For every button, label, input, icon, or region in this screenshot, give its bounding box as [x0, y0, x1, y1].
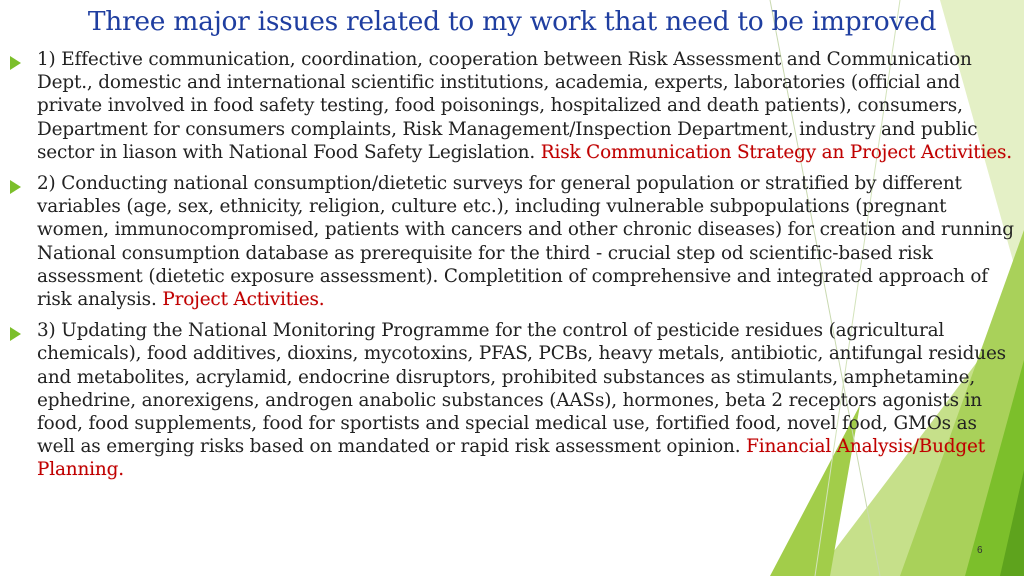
bullet-item-3: [10, 319, 1015, 481]
triangle-arrow-icon: [10, 56, 21, 70]
slide-title: Three major issues related to my work that need to be improved: [87, 6, 937, 37]
triangle-arrow-icon: [10, 180, 21, 194]
bullet-text-2: [37, 172, 1015, 311]
bullet-text-1: [37, 48, 1015, 164]
bullet-body: 3) Updating the National Monitoring Programme for the control of pesticide residues (agricultural chemicals), food additives, dioxins, mycotoxins, PFAS, PCBs, heavy metals, antibiotic, antifungal residues and metabolites, acrylamid, endocrine disruptors, prohibited substances as stimulants, amphetamine, ephedrine, anorexigens, androgen anabolic substances (AASs), hormones, beta 2 receptors agonists in food, food supplements, food for sportists and special medical use, fortified food, novel food, GMOs as well as emerging risks based on mandated or rapid risk assessment opinion.: [37, 320, 1006, 458]
bullet-text-3: [37, 319, 1015, 481]
bullet-item-2: [10, 172, 1015, 311]
page-number: 6: [977, 545, 983, 556]
bullet-item-1: [10, 48, 1015, 164]
bullet-list: [10, 48, 1015, 482]
bullet-highlight: Financial Analysis/Budget Planning.: [37, 436, 986, 481]
triangle-arrow-icon: [10, 327, 21, 341]
bullet-body: 2) Conducting national consumption/dietetic surveys for general population or stratified by different variables (age, sex, ethnicity, religion, culture etc.), including vulnerable subpopulations (pregnant women, immunocompromised, patients with cancers and other chronic diseases) for creation and running National consumption database as prerequisite for the third - crucial step od scientific-based risk assessment (dietetic exposure assessment). Completition of comprehensive and integrated approach of risk analysis.: [37, 173, 1014, 311]
bullet-highlight: Risk Communication Strategy an Project Activities.: [540, 141, 1012, 163]
bullet-body: 1) Effective communication, coordination, cooperation between Risk Assessment and Communication Dept., domestic and international scientific institutions, academia, experts, laboratories (official and private involved in food safety testing, food poisonings, hospitalized and death patients), consumers, Department for consumers complaints, Risk Management/Inspection Department, industry and public sector in liason with National Food Safety Legislation.: [37, 49, 978, 163]
bullet-highlight: Project Activities.: [162, 289, 325, 311]
